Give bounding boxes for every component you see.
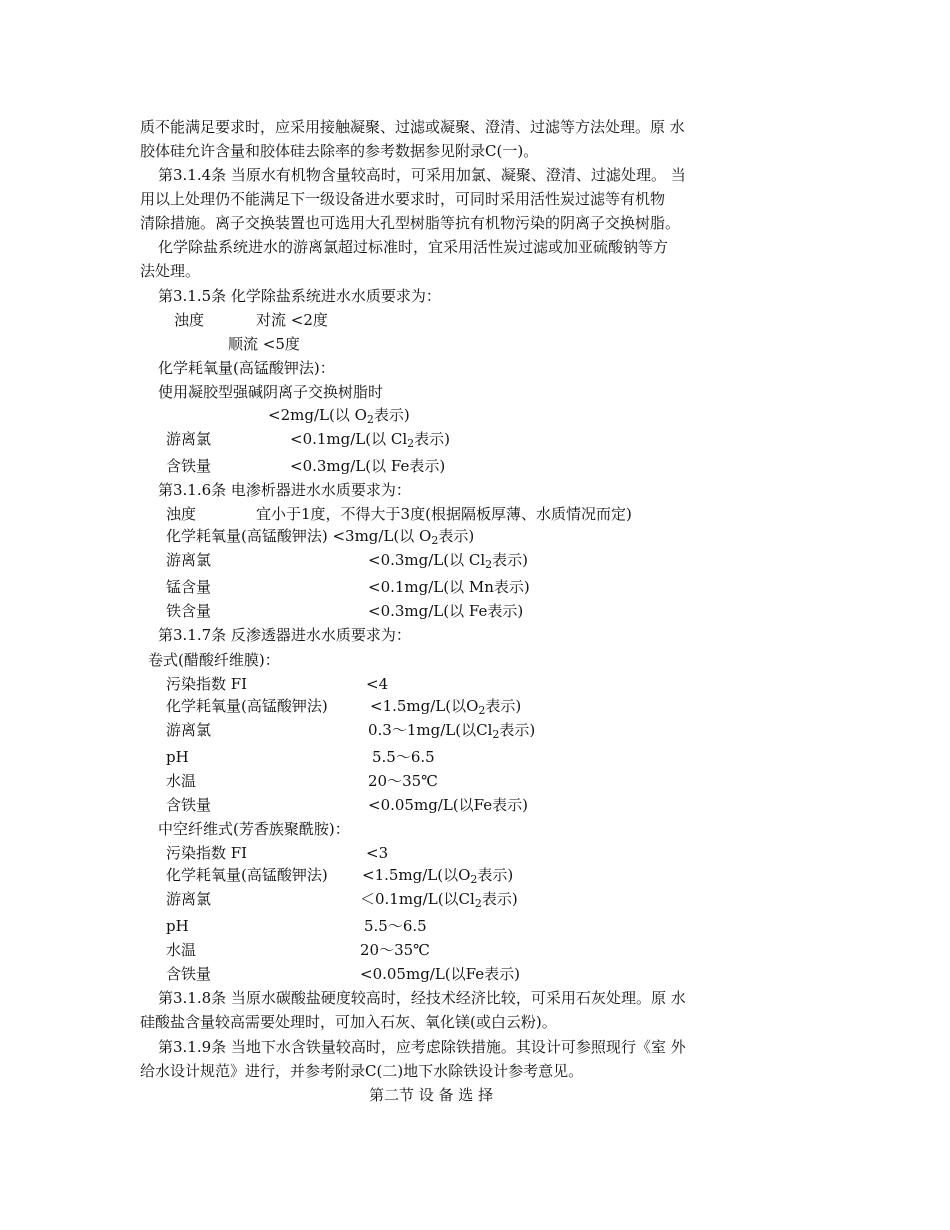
free-chlorine-value: <0.1mg/L(以 $Cl_2$表示) [290, 430, 451, 450]
cod-value: <1.5mg/L(以$O_2$表示) [370, 697, 522, 717]
free-chlorine-value: <0.3mg/L(以 $Cl_2$表示) [368, 551, 529, 571]
ph-value: 5.5～6.5 [364, 917, 427, 935]
free-chlorine-label: 游离氯 [166, 430, 212, 448]
section-title: 第二节 设 备 选 择 [369, 1086, 494, 1104]
fouling-index-label: 污染指数 FI [166, 844, 248, 862]
iron-label: 含铁量 [166, 965, 212, 983]
paragraph-line: 用以上处理仍不能满足下一级设备进水要求时，可同时采用活性炭过滤等有机物 [140, 190, 666, 208]
paragraph-line: 胶体硅允许含量和胶体硅去除率的参考数据参见附录C(一)。 [140, 142, 539, 160]
iron-label: 铁含量 [166, 602, 212, 620]
turbidity-label: 浊度 [166, 505, 197, 523]
free-chlorine-label: 游离氯 [166, 551, 212, 569]
free-chlorine-label: 游离氯 [166, 721, 212, 739]
iron-value: <0.05mg/L(以Fe表示) [368, 796, 528, 814]
cod-label: 化学耗氧量(高锰酸钾法)： [158, 359, 335, 377]
free-chlorine-value: ＜0.1mg/L(以$Cl_2$表示) [360, 890, 518, 910]
clause-3-1-7-heading: 第3.1.7条 反渗透器进水水质要求为： [158, 626, 411, 644]
cod-value: <2mg/L(以 $O_2$表示) [268, 406, 410, 426]
paragraph-line: 质不能满足要求时，应采用接触凝聚、过滤或凝聚、澄清、过滤等方法处理。原 水 [140, 118, 685, 136]
iron-label: 含铁量 [166, 457, 212, 475]
clause-3-1-6-heading: 第3.1.6条 电渗析器进水水质要求为： [158, 481, 411, 499]
clause-3-1-8: 第3.1.8条 当原水碳酸盐硬度较高时，经技术经济比较，可采用石灰处理。原 水 [158, 989, 686, 1007]
clause-3-1-5-heading: 第3.1.5条 化学除盐系统进水水质要求为： [158, 287, 441, 305]
paragraph-line: 硅酸盐含量较高需要处理时，可加入石灰、氧化镁(或白云粉)。 [140, 1013, 557, 1031]
cod-line: 化学耗氧量(高锰酸钾法) <3mg/L(以 $O_2$表示) [166, 527, 475, 547]
ph-value: 5.5～6.5 [372, 748, 435, 766]
counterflow-value: 对流 <2度 [256, 311, 328, 329]
water-temp-label: 水温 [166, 772, 197, 790]
water-temp-label: 水温 [166, 941, 197, 959]
cod-label: 化学耗氧量(高锰酸钾法) [166, 697, 328, 715]
cod-value: <1.5mg/L(以$O_2$表示) [362, 866, 514, 886]
paragraph-line: 清除措施。离子交换装置也可选用大孔型树脂等抗有机物污染的阴离子交换树脂。 [140, 214, 681, 232]
manganese-value: <0.1mg/L(以 Mn表示) [368, 578, 530, 596]
iron-label: 含铁量 [166, 796, 212, 814]
free-chlorine-label: 游离氯 [166, 890, 212, 908]
iron-value: <0.05mg/L(以Fe表示) [360, 965, 520, 983]
coflow-value: 顺流 <5度 [228, 335, 300, 353]
cod-label: 化学耗氧量(高锰酸钾法) [166, 866, 328, 884]
turbidity-label: 浊度 [174, 311, 205, 329]
turbidity-value: 宜小于1度，不得大于3度(根据隔板厚薄、水质情况而定) [256, 505, 632, 523]
fouling-index-value: <4 [366, 675, 389, 693]
free-chlorine-value: 0.3～1mg/L(以$Cl_2$表示) [368, 721, 536, 741]
paragraph-line: 化学除盐系统进水的游离氯超过标准时，宜采用活性炭过滤或加亚硫酸钠等方 [158, 238, 669, 256]
paragraph-line: 给水设计规范》进行，并参考附录C(二)地下水除铁设计参考意见。 [140, 1062, 584, 1080]
iron-value: <0.3mg/L(以 Fe表示) [368, 602, 524, 620]
roll-type-label: 卷式(醋酸纤维膜)： [148, 651, 280, 669]
fouling-index-value: <3 [366, 844, 389, 862]
ph-label: pH [166, 917, 189, 935]
hollow-fiber-label: 中空纤维式(芳香族聚酰胺)： [158, 820, 350, 838]
manganese-label: 锰含量 [166, 578, 212, 596]
fouling-index-label: 污染指数 FI [166, 675, 248, 693]
water-temp-value: 20～35℃ [368, 772, 438, 790]
iron-value: <0.3mg/L(以 Fe表示) [290, 457, 446, 475]
clause-3-1-4: 第3.1.4条 当原水有机物含量较高时，可采用加氯、凝聚、澄清、过滤处理。 当 [158, 166, 686, 184]
ph-label: pH [166, 748, 189, 766]
paragraph-line: 法处理。 [140, 262, 201, 280]
water-temp-value: 20～35℃ [360, 941, 430, 959]
cod-condition: 使用凝胶型强碱阴离子交换树脂时 [158, 383, 384, 401]
clause-3-1-9: 第3.1.9条 当地下水含铁量较高时，应考虑除铁措施。其设计可参照现行《室 外 [158, 1038, 686, 1056]
